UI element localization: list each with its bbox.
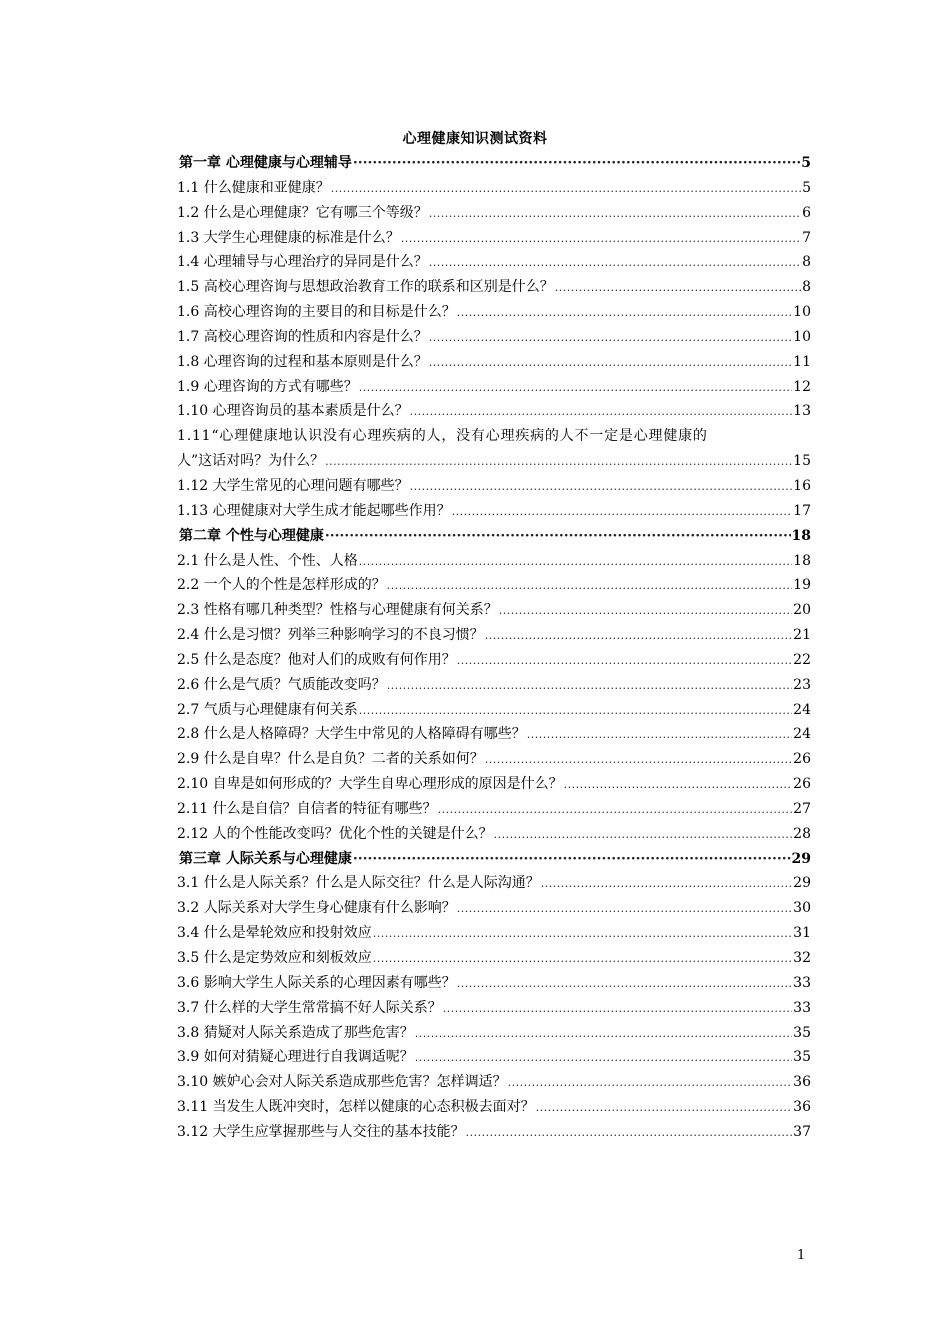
toc-entry-text: 2.5 什么是态度？他对人们的成败有何作用？ bbox=[177, 651, 456, 668]
toc-leader-dots bbox=[325, 450, 792, 475]
toc-leader-dots bbox=[410, 400, 793, 425]
toc-entry-text: 3.10 嫉妒心会对人际关系造成那些危害？怎样调适？ bbox=[177, 1074, 507, 1091]
toc-leader-dots bbox=[564, 773, 793, 798]
toc-leader-dots bbox=[457, 972, 792, 997]
toc-page-number: 33 bbox=[793, 999, 811, 1016]
toc-entry-text: 2.9 什么是自卑？什么是自负？二者的关系如何？ bbox=[177, 751, 484, 768]
toc-page-number: 22 bbox=[793, 651, 811, 668]
toc-entry[interactable] bbox=[177, 275, 811, 300]
toc-page-number: 16 bbox=[793, 477, 811, 494]
toc-entry-text: 2.10 自卑是如何形成的？大学生自卑心理形成的原因是什么？ bbox=[177, 776, 563, 793]
toc-page-number: 36 bbox=[793, 1074, 811, 1091]
toc-entry[interactable] bbox=[177, 648, 811, 673]
toc-entry-text: 1.5 高校心理咨询与思想政治教育工作的联系和区别是什么？ bbox=[177, 279, 554, 296]
toc-entry-line[interactable] bbox=[177, 424, 811, 449]
toc-entry-text: 2.11 什么是自信？自信者的特征有哪些？ bbox=[177, 800, 437, 817]
toc-leader-dots bbox=[452, 500, 793, 525]
toc-entry[interactable] bbox=[177, 573, 811, 598]
toc-leader-dots bbox=[331, 177, 801, 202]
toc-page-number: 6 bbox=[802, 204, 811, 221]
toc-page-number: 33 bbox=[793, 974, 811, 991]
toc-entry-text: 1.3 大学生心理健康的标准是什么？ bbox=[177, 229, 400, 246]
toc-page-number: 13 bbox=[793, 403, 811, 420]
toc-entry-text: 3.8 猜疑对人际关系造成了那些危害？ bbox=[177, 1024, 414, 1041]
toc-page-number: 8 bbox=[802, 279, 811, 296]
toc-page-number: 15 bbox=[793, 453, 811, 470]
toc-leader-dots bbox=[359, 376, 792, 401]
toc-leader-dots bbox=[457, 301, 792, 326]
toc-leader-dots bbox=[494, 823, 793, 848]
toc-entry-text: 2.6 什么是气质？气质能改变吗？ bbox=[177, 676, 386, 693]
toc-leader-dots bbox=[359, 550, 792, 575]
toc-entry[interactable] bbox=[177, 673, 811, 698]
toc-entry-text: 3.12 大学生应掌握那些与人交往的基本技能？ bbox=[177, 1123, 465, 1140]
toc-page-number: 35 bbox=[793, 1024, 811, 1041]
toc-entry[interactable] bbox=[177, 1095, 811, 1120]
toc-entry-text: 3.5 什么是定势效应和刻板效应 bbox=[177, 950, 372, 966]
toc-entry[interactable] bbox=[177, 871, 811, 896]
toc-entry[interactable] bbox=[177, 896, 811, 921]
toc-page-number: 21 bbox=[793, 627, 811, 644]
toc-page-number: 29 bbox=[793, 875, 811, 892]
toc-leader-dots bbox=[466, 1121, 793, 1146]
toc-chapter[interactable] bbox=[179, 847, 811, 872]
toc-entry[interactable] bbox=[177, 822, 811, 847]
toc-entry[interactable] bbox=[177, 499, 811, 524]
toc-leader-dots bbox=[485, 748, 792, 773]
toc-page-number: 12 bbox=[793, 378, 811, 395]
toc-page-number: 29 bbox=[791, 850, 811, 867]
toc-leader-dots bbox=[373, 922, 792, 947]
toc-page-number: 17 bbox=[793, 502, 811, 519]
toc-entry[interactable] bbox=[177, 722, 811, 747]
toc-page-number: 32 bbox=[793, 950, 811, 966]
toc-entry-text: 3.4 什么是晕轮效应和投射效应 bbox=[177, 925, 372, 942]
toc-page-number: 5 bbox=[802, 179, 811, 196]
toc-leader-dots bbox=[353, 847, 791, 874]
toc-entry-text: 1.4 心理辅导与心理治疗的异同是什么？ bbox=[177, 254, 428, 271]
toc-leader-dots bbox=[353, 151, 800, 178]
toc-entry[interactable] bbox=[177, 549, 811, 574]
toc-leader-dots bbox=[499, 599, 792, 624]
toc-leader-dots bbox=[429, 202, 801, 227]
toc-entry-text: 2.2 一个人的个性是怎样形成的？ bbox=[177, 577, 386, 594]
toc-page-number: 35 bbox=[793, 1049, 811, 1066]
toc-page-number: 18 bbox=[791, 527, 811, 544]
toc-entry[interactable] bbox=[177, 226, 811, 251]
toc-page-number: 26 bbox=[793, 776, 811, 793]
toc-entry[interactable] bbox=[177, 449, 811, 474]
toc-leader-dots bbox=[359, 699, 792, 724]
toc-leader-dots bbox=[555, 276, 801, 301]
toc-entry[interactable] bbox=[177, 946, 811, 971]
toc-page-number: 10 bbox=[793, 328, 811, 345]
toc-leader-dots bbox=[415, 1046, 792, 1071]
toc-entry-text: 1.9 心理咨询的方式有哪些？ bbox=[177, 378, 358, 395]
toc-entry[interactable] bbox=[177, 747, 811, 772]
toc-leader-dots bbox=[438, 798, 793, 823]
toc-entry[interactable] bbox=[177, 772, 811, 797]
toc-page-number: 24 bbox=[793, 701, 811, 718]
page-number: 1 bbox=[797, 1248, 806, 1263]
toc-entry-text: 2.7 气质与心理健康有何关系 bbox=[177, 701, 358, 718]
toc-leader-dots bbox=[415, 1022, 792, 1047]
toc-entry-text: 3.6 影响大学生人际关系的心理因素有哪些？ bbox=[177, 974, 456, 991]
toc-leader-dots bbox=[387, 674, 792, 699]
table-of-contents bbox=[177, 151, 811, 1145]
toc-page-number: 27 bbox=[793, 800, 811, 817]
toc-leader-dots bbox=[485, 624, 792, 649]
toc-entry[interactable] bbox=[177, 996, 811, 1021]
toc-entry[interactable] bbox=[177, 250, 811, 275]
toc-chapter[interactable] bbox=[179, 524, 811, 549]
toc-page-number: 26 bbox=[793, 751, 811, 768]
toc-entry[interactable] bbox=[177, 1120, 811, 1145]
toc-entry[interactable] bbox=[177, 300, 811, 325]
toc-leader-dots bbox=[536, 1096, 793, 1121]
toc-page-number: 20 bbox=[793, 602, 811, 619]
toc-page-number: 31 bbox=[793, 925, 811, 942]
toc-entry-text: 1.13 心理健康对大学生成才能起哪些作用？ bbox=[177, 502, 451, 519]
toc-chapter-title: 第一章 心理健康与心理辅导 bbox=[179, 155, 352, 171]
toc-entry-text: 2.3 性格有哪几种类型？性格与心理健康有何关系？ bbox=[177, 602, 498, 619]
toc-page-number: 30 bbox=[793, 900, 811, 917]
toc-page-number: 8 bbox=[802, 254, 811, 271]
toc-entry[interactable] bbox=[177, 176, 811, 201]
toc-chapter-title: 第三章 人际关系与心理健康 bbox=[179, 850, 352, 867]
toc-entry-text: 2.8 什么是人格障碍？大学生中常见的人格障碍有哪些？ bbox=[177, 726, 526, 743]
toc-page-number: 37 bbox=[793, 1123, 811, 1140]
toc-page-number: 18 bbox=[793, 552, 811, 569]
toc-page-number: 24 bbox=[793, 726, 811, 743]
toc-leader-dots bbox=[325, 524, 791, 551]
toc-entry[interactable] bbox=[177, 325, 811, 350]
toc-entry-text: 1.6 高校心理咨询的主要目的和目标是什么？ bbox=[177, 304, 456, 321]
toc-entry-text: 3.2 人际关系对大学生身心健康有什么影响？ bbox=[177, 900, 456, 917]
toc-leader-dots bbox=[527, 723, 792, 748]
toc-entry-text: 2.12 人的个性能改变吗？优化个性的关键是什么？ bbox=[177, 825, 493, 842]
toc-page-number: 5 bbox=[801, 155, 811, 171]
toc-entry[interactable] bbox=[177, 623, 811, 648]
toc-entry-text: 1.8 心理咨询的过程和基本原则是什么？ bbox=[177, 353, 428, 370]
toc-leader-dots bbox=[429, 326, 792, 351]
toc-leader-dots bbox=[457, 897, 792, 922]
toc-entry-text: 1.1 什么健康和亚健康？ bbox=[177, 179, 330, 196]
toc-entry-text: 1.7 高校心理咨询的性质和内容是什么？ bbox=[177, 328, 428, 345]
toc-entry[interactable] bbox=[177, 598, 811, 623]
toc-entry[interactable] bbox=[177, 921, 811, 946]
toc-page-number: 23 bbox=[793, 676, 811, 693]
toc-entry[interactable] bbox=[177, 375, 811, 400]
toc-page-number: 10 bbox=[793, 304, 811, 321]
toc-entry[interactable] bbox=[177, 971, 811, 996]
toc-entry-text: 1.11“心理健康地认识没有心理疾病的人，没有心理疾病的人不一定是心理健康的 bbox=[177, 428, 708, 445]
toc-entry[interactable] bbox=[177, 698, 811, 723]
toc-leader-dots bbox=[443, 997, 792, 1022]
toc-entry-text: 3.11 当发生人既冲突时，怎样以健康的心态积极去面对？ bbox=[177, 1099, 535, 1116]
toc-entry[interactable] bbox=[177, 1021, 811, 1046]
toc-leader-dots bbox=[457, 649, 792, 674]
toc-entry-text: 3.1 什么是人际关系？什么是人际交往？什么是人际沟通？ bbox=[177, 875, 540, 892]
toc-entry[interactable] bbox=[177, 201, 811, 226]
toc-leader-dots bbox=[387, 574, 792, 599]
toc-leader-dots bbox=[429, 251, 801, 276]
toc-entry[interactable] bbox=[177, 399, 811, 424]
toc-leader-dots bbox=[508, 1071, 793, 1096]
toc-entry-text: 2.1 什么是人性、个性、人格 bbox=[177, 552, 358, 569]
toc-entry[interactable] bbox=[177, 350, 811, 375]
toc-entry-text: 1.2 什么是心理健康？它有哪三个等级？ bbox=[177, 204, 428, 221]
toc-page-number: 11 bbox=[793, 353, 811, 370]
toc-leader-dots bbox=[541, 872, 792, 897]
toc-entry[interactable] bbox=[177, 474, 811, 499]
toc-entry[interactable] bbox=[177, 797, 811, 822]
document-title: 心理健康知识测试资料 bbox=[402, 131, 548, 147]
toc-entry-text: 2.4 什么是习惯？列举三种影响学习的不良习惯？ bbox=[177, 627, 484, 644]
toc-page-number: 19 bbox=[793, 577, 811, 594]
toc-leader-dots bbox=[429, 351, 792, 376]
toc-leader-dots bbox=[401, 227, 801, 252]
toc-entry[interactable] bbox=[177, 1070, 811, 1095]
toc-leader-dots bbox=[373, 947, 792, 972]
toc-entry-text: 3.7 什么样的大学生常常搞不好人际关系？ bbox=[177, 999, 442, 1016]
toc-page-number: 28 bbox=[793, 825, 811, 842]
toc-entry-text: 3.9 如何对猜疑心理进行自我调适呢？ bbox=[177, 1049, 414, 1066]
toc-entry-text: 1.10 心理咨询员的基本素质是什么？ bbox=[177, 403, 409, 420]
toc-page-number: 36 bbox=[793, 1099, 811, 1116]
toc-chapter-title: 第二章 个性与心理健康 bbox=[179, 527, 324, 544]
toc-chapter[interactable] bbox=[179, 151, 811, 176]
toc-entry-text: 人”这话对吗？为什么？ bbox=[177, 453, 325, 470]
toc-entry-text: 1.12 大学生常见的心理问题有哪些？ bbox=[177, 477, 409, 494]
toc-entry[interactable] bbox=[177, 1045, 811, 1070]
toc-page-number: 7 bbox=[802, 229, 811, 246]
toc-leader-dots bbox=[410, 475, 793, 500]
